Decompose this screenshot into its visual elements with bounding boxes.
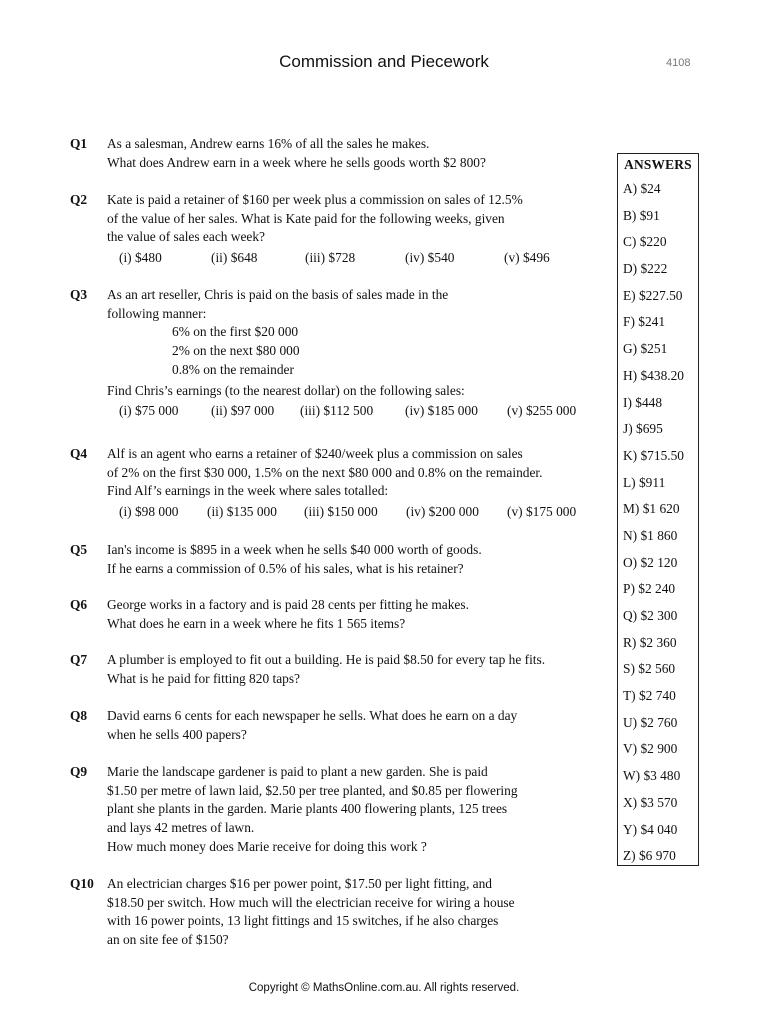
question-text-line: What is he paid for fitting 820 taps? [107, 670, 301, 686]
question-text-line: plant she plants in the garden. Marie plants 400 flowering plants, 125 trees [107, 801, 508, 817]
question-number: Q1 [70, 136, 88, 151]
answer-item: B) $91 [623, 207, 660, 223]
answer-item: D) $222 [623, 261, 668, 277]
option: (v) $175 000 [507, 504, 577, 520]
option: (i) $480 [119, 250, 162, 266]
answer-item: S) $2 560 [623, 661, 676, 677]
question-text-line: when he sells 400 papers? [107, 726, 247, 742]
question-8 [70, 707, 615, 744]
question-text-line: $1.50 per metre of lawn laid, $2.50 per tree planted, and $0.85 per flowering [107, 782, 518, 798]
question-text-line: Marie the landscape gardener is paid to plant a new garden. She is paid [107, 764, 488, 779]
question-text-line: If he earns a commission of 0.5% of his sales, what is his retainer? [107, 560, 464, 576]
question-text-line: How much money does Marie receive for doing this work ? [107, 838, 427, 854]
option: (iv) $200 000 [406, 504, 479, 520]
question-text-line: $18.50 per switch. How much will the electrician receive for wiring a house [107, 894, 515, 910]
question-text-line: of 2% on the first $30 000, 1.5% on the next $80 000 and 0.8% on the remainder. [107, 464, 543, 480]
answer-item: U) $2 760 [623, 714, 678, 730]
question-text-line: an on site fee of $150? [107, 932, 229, 948]
commission-tier: 0.8% on the remainder [172, 361, 294, 377]
question-text-line: of the value of her sales. What is Kate paid for the following weeks, given [107, 210, 505, 226]
question-number: Q7 [70, 652, 88, 667]
option: (iv) $540 [405, 250, 455, 266]
question-text-line: As an art reseller, Chris is paid on the basis of sales made in the [107, 287, 449, 302]
option: (iii) $112 500 [300, 403, 374, 419]
answer-item: Z) $6 970 [623, 848, 676, 864]
answer-item: M) $1 620 [623, 501, 680, 517]
question-text-line: Alf is an agent who earns a retainer of $240/week plus a commission on sales [107, 446, 523, 461]
answers-box [617, 153, 699, 866]
question-text-line: with 16 power points, 13 light fittings and 15 switches, if he also charges [107, 913, 499, 929]
worksheet-code: 4108 [666, 57, 691, 69]
question-text-line: Find Alf’s earnings in the week where sales totalled: [107, 483, 389, 499]
question-number: Q3 [70, 287, 88, 302]
answer-item: E) $227.50 [623, 287, 683, 303]
answer-item: R) $2 360 [623, 634, 677, 650]
question-7 [70, 651, 615, 688]
answer-item: W) $3 480 [623, 768, 681, 784]
option: (iii) $728 [305, 250, 356, 266]
question-number: Q5 [70, 542, 88, 557]
question-text-line: Find Chris’s earnings (to the nearest dollar) on the following sales: [107, 382, 465, 398]
commission-tier: 6% on the first $20 000 [172, 324, 299, 340]
question-number: Q6 [70, 597, 88, 612]
answer-item: L) $911 [623, 474, 666, 490]
question-text-line: What does Andrew earn in a week where he sells goods worth $2 800? [107, 154, 486, 170]
option: (v) $496 [504, 250, 550, 266]
answer-item: J) $695 [623, 421, 663, 437]
question-4 [70, 445, 615, 523]
question-text-line: An electrician charges $16 per power point, $17.50 per light fitting, and [107, 876, 493, 891]
question-number: Q4 [70, 446, 88, 461]
question-text-line: A plumber is employed to fit out a building. He is paid $8.50 for every tap he fits. [107, 652, 546, 667]
option: (ii) $648 [211, 250, 258, 266]
page-title: Commission and Piecework [279, 52, 489, 71]
answer-item: C) $220 [623, 234, 667, 250]
question-text-line: following manner: [107, 305, 207, 321]
question-text-line: Ian's income is $895 in a week when he sells $40 000 worth of goods. [107, 542, 482, 557]
option: (iii) $150 000 [304, 504, 378, 520]
question-text-line: What does he earn in a week where he fits 1 565 items? [107, 615, 406, 631]
option: (v) $255 000 [507, 403, 577, 419]
question-number: Q9 [70, 764, 88, 779]
option: (ii) $135 000 [207, 504, 277, 520]
answer-item: P) $2 240 [623, 581, 676, 597]
option: (i) $75 000 [119, 403, 179, 419]
question-5 [70, 541, 615, 578]
question-text-line: the value of sales each week? [107, 229, 266, 245]
question-1 [70, 135, 615, 172]
question-number: Q2 [70, 192, 88, 207]
answer-item: O) $2 120 [623, 554, 678, 570]
answer-item: Q) $2 300 [623, 608, 678, 623]
answer-item: Y) $4 040 [623, 821, 678, 837]
answer-item: N) $1 860 [623, 527, 678, 543]
question-text-line: Kate is paid a retainer of $160 per week plus a commission on sales of 12.5% [107, 192, 523, 207]
answer-options [107, 503, 615, 523]
question-6 [70, 596, 615, 633]
question-text-line: As a salesman, Andrew earns 16% of all the sales he makes. [107, 136, 430, 151]
answer-item: G) $251 [623, 341, 668, 357]
question-10 [70, 875, 615, 950]
question-number: Q8 [70, 708, 88, 723]
answer-item: T) $2 740 [623, 688, 676, 704]
answers-list [618, 176, 698, 870]
question-2 [70, 191, 615, 269]
commission-tier: 2% on the next $80 000 [172, 343, 300, 359]
question-9 [70, 763, 615, 857]
answer-item: H) $438.20 [623, 367, 684, 383]
question-number: Q10 [70, 876, 94, 891]
copyright-footer: Copyright © MathsOnline.com.au. All rights reserved. [248, 982, 520, 994]
answers-heading: ANSWERS [624, 157, 692, 172]
question-text-line: George works in a factory and is paid 28 cents per fitting he makes. [107, 597, 469, 612]
answer-options [107, 249, 615, 269]
option: (i) $98 000 [119, 504, 179, 520]
answer-item: A) $24 [623, 181, 661, 196]
question-text-line: David earns 6 cents for each newspaper he sells. What does he earn on a day [107, 708, 518, 723]
question-3 [70, 286, 615, 422]
option: (iv) $185 000 [405, 403, 478, 419]
question-text-line: and lays 42 metres of lawn. [107, 820, 255, 836]
answer-item: I) $448 [623, 394, 663, 410]
answer-item: X) $3 570 [623, 794, 678, 810]
option: (ii) $97 000 [211, 403, 275, 419]
answer-item: V) $2 900 [623, 741, 678, 757]
answer-options [107, 402, 615, 422]
answer-item: F) $241 [623, 314, 666, 330]
answer-item: K) $715.50 [623, 447, 684, 463]
